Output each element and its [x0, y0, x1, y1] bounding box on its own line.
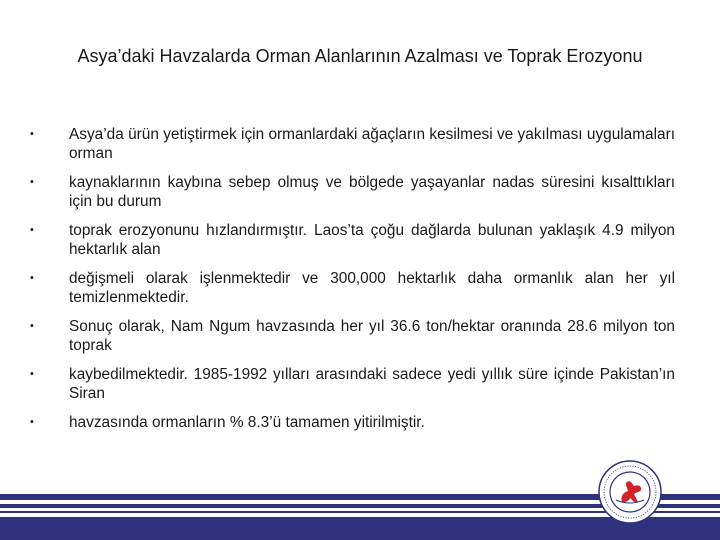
bullet-text: Sonuç olarak, Nam Ngum havzasında her yıl 36.6 ton/hektar oranında 28.6 milyon ton toprak: [69, 318, 675, 354]
bullet-marker: •: [30, 368, 34, 380]
bullet-item: [30, 269, 675, 307]
bullet-marker: •: [30, 224, 34, 236]
bullet-marker: •: [30, 272, 34, 284]
slide-title: Asya’daki Havzalarda Orman Alanlarının Azalması ve Toprak Erozyonu: [77, 46, 643, 66]
bullet-text: havzasında ormanların % 8.3’ü tamamen yitirilmiştir.: [69, 414, 425, 431]
bullet-text: kaynaklarının kaybına sebep olmuş ve bölgede yaşayanlar nadas süresini kısalttıkları için bu durum: [69, 174, 675, 210]
bullet-item: [30, 173, 675, 211]
bullet-marker: •: [30, 176, 34, 188]
bullet-item: [30, 317, 675, 355]
bullet-marker: •: [30, 416, 34, 428]
university-emblem-icon: [598, 460, 662, 524]
bullet-text: toprak erozyonunu hızlandırmıştır. Laos’ta çoğu dağlarda bulunan yaklaşık 4.9 milyon hektarlık alan: [69, 222, 675, 258]
bullet-marker: •: [30, 128, 34, 140]
bullet-text: değişmeli olarak işlenmektedir ve 300,000 hektarlık daha ormanlık alan her yıl temizlenmektedir.: [69, 270, 675, 306]
bullet-text: kaybedilmektedir. 1985-1992 yılları arasındaki sadece yedi yıllık süre içinde Pakistan’ın Siran: [69, 366, 675, 402]
bullet-item: [30, 365, 675, 403]
bullet-marker: •: [30, 320, 34, 332]
bullet-item: [30, 221, 675, 259]
bullet-list: [30, 125, 675, 442]
bullet-item: [30, 125, 675, 163]
bullet-text: Asya’da ürün yetiştirmek için ormanlardaki ağaçların kesilmesi ve yakılması uygulamaları orman: [69, 126, 675, 162]
bullet-item: [30, 413, 675, 432]
